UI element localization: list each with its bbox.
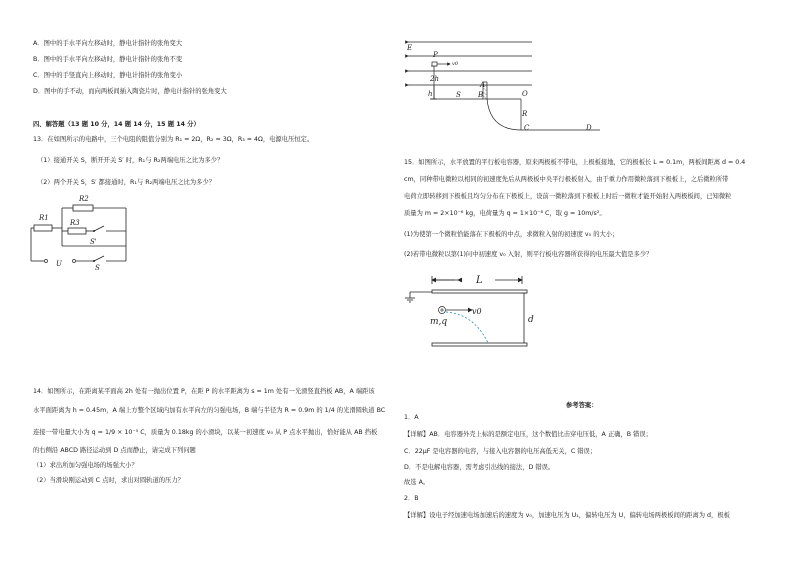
q15-line3: 电荷立即转移到下极板且均匀分布在下极板上，设前一微粒落到下极板上时后一微粒才能开始射入两极板间，已知微粒 (404, 193, 732, 200)
section-title: 四、解答题（13 题 10 分，14 题 14 分，15 题 14 分） (33, 121, 200, 128)
label-e: E (407, 44, 413, 52)
option-d: D．图中的手不动，而向两板间插入陶瓷片时，静电计指针的张角变大 (33, 88, 227, 95)
r3-label: R3 (70, 219, 80, 227)
option-a: A．图中的手水平向左移动时，静电计指针的张角变大 (33, 40, 183, 47)
q14-line2: 水平面距离为 h = 0.45m，A 端上方整个区域内加有水平向左的匀强电场，B 端与半径为 R = 0.9m 的 1/4 的光滑圆轨道 BC (33, 407, 386, 414)
label-d: D (586, 124, 592, 132)
r2-label: R2 (79, 195, 89, 203)
answer-1-line3: D．不是电解电容器，需考虑引出线的接法，D 错误。 (404, 464, 555, 471)
u-label: U (56, 260, 62, 268)
q13-circuit-diagram (28, 190, 138, 272)
label-2h: 2h (430, 75, 439, 83)
q13-sub2: （2）两个开关 S，S′ 都接通时，R₁与 R₂两端电压之比为多少？ (37, 179, 216, 186)
label-r: R (522, 110, 528, 118)
q15-line4: 质量为 m = 2×10⁻⁶ kg，电荷量为 q = 1×10⁻⁸ C，取 g = 10m/s²。 (404, 210, 606, 217)
label-h: h (428, 90, 433, 98)
answer-2-number: 2．B (404, 495, 419, 502)
option-b: B．图中的手水平向左移动时，静电计指针的张角不变 (33, 56, 183, 63)
label-q15-d: d (528, 315, 534, 325)
answer-2-line1: 【详解】设电子经加速电场加速后的速度为 v₀，加速电压为 U₁，偏转电压为 U，偏转电场两极板间的距离为 d，极板 (404, 512, 730, 519)
answer-1-line1: 【详解】AB．电容器外壳上标的是额定电压，这个数值比击穿电压低，A 正确，B 错误； (404, 431, 652, 438)
s-prime-label: S' (90, 238, 97, 246)
answer-1-conclusion: 故选 A。 (404, 479, 430, 486)
q14-sub1: （1）求出所加匀强电场的场强大小？ (33, 462, 138, 469)
q14-line3: 连接一带电量大小为 q = 1/9 × 10⁻⁵ C，质量为 0.18kg 的小滑块，以某一初速度 v₀ 从 P 点水平抛出，恰好能从 AB 挡板 (33, 429, 378, 436)
q15-sub2: (2)若带电微粒以第(1)问中初速度 v₀ 入射，则平行板电容器所获得的电压最大值是多少？ (404, 251, 653, 258)
q13-stem: 13．在如图所示的电路中，三个电阻的阻值分别为 R₁ = 2Ω，R₂ = 3Ω，R₃ = 4Ω，电源电压恒定。 (33, 136, 314, 143)
q14-sub2: （2）当滑块刚运动到 C 点时，求出对圆轨道的压力？ (33, 477, 184, 484)
r1-label: R1 (39, 214, 49, 222)
q15-line1: 15．如图所示，水平放置的平行板电容器，原来两极板不带电，上极板接地，它的极板长 L = 0.1m，两板间距离 d = 0.4 (404, 159, 746, 166)
label-s: S (456, 91, 461, 99)
label-l: L (476, 275, 483, 286)
label-v0: v0 (452, 61, 459, 67)
q15-line2: cm，同种带电微粒以相同的初速度先后从两极板中央平行极板射入，由于重力作用微粒落到下极板上，之后微粒所带 (404, 176, 729, 183)
q14-figure (404, 38, 604, 138)
label-c: C (524, 124, 530, 132)
option-c: C．图中的手竖直向上移动时，静电计指针的张角变小 (33, 72, 183, 79)
label-b: B (478, 91, 484, 99)
q14-line1: 14．如图所示，在距离某平面高 2h 处有一抛出位置 P，在距 P 的水平距离为 s = 1m 处有一光滑竖直挡板 AB，A 端距该 (33, 388, 375, 395)
label-q15-v0: v0 (472, 307, 482, 316)
q15-sub1: (1)为使第一个微粒恰能落在下极板的中点，求微粒入射的初速度 v₀ 的大小； (404, 231, 619, 238)
q15-figure (402, 272, 542, 352)
q13-sub1: （1）接通开关 S，断开开关 S′ 时，R₁与 R₂两端电压之比为多少？ (37, 157, 224, 164)
s-label: S (95, 264, 100, 272)
label-o: O (522, 90, 528, 98)
answers-title: 参考答案： (566, 402, 598, 409)
label-p: P (433, 51, 438, 59)
label-a: A (480, 81, 486, 89)
answer-1-number: 1．A (404, 414, 419, 421)
q14-line4: 的右侧沿 ABCD 路径运动到 D 点而静止，请完成下列问题 (33, 447, 196, 454)
answer-1-line2: C．22μF 是电容器的电容，与接入电容器的电压高低无关，C 错误； (404, 448, 597, 455)
label-mq: m,q (430, 317, 448, 327)
